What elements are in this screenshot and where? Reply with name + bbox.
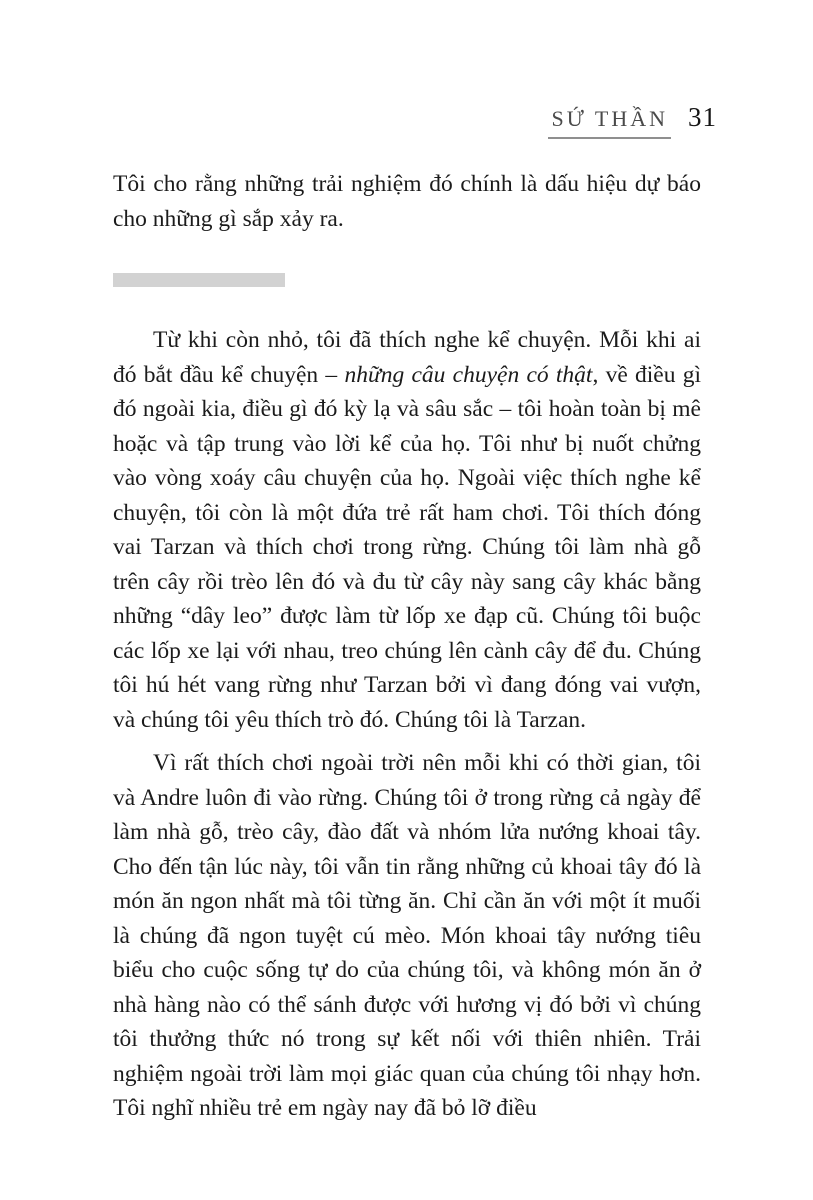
paragraph-continuation [113, 167, 701, 236]
page-content [113, 167, 701, 1126]
page-header [548, 102, 717, 139]
paragraph-storytelling-lead: Từ khi còn nhỏ, tôi đã thích nghe kể chuyện. Mỗi khi ai đó bắt đầu kể chuyện – [113, 327, 701, 388]
page-number: 31 [688, 102, 717, 132]
paragraph-storytelling-tail: , về điều gì đó ngoài kia, điều gì đó kỳ lạ và sâu sắc – tôi hoàn toàn bị mê hoặc và tập trung vào lời kể của họ. Tôi như bị nuốt chửng vào vòng xoáy câu chuyện của họ. Ngoài việc thích nghe kể chuyện, tôi còn là một đứa trẻ rất ham chơi. Tôi thích đóng vai Tarzan và thích chơi trong rừng. Chúng tôi làm nhà gỗ trên cây rồi trèo lên đó và đu từ cây này sang cây khác bằng những “dây leo” được làm từ lốp xe đạp cũ. Chúng tôi buộc các lốp xe lại với nhau, treo chúng lên cành cây để đu. Chúng tôi hú hét vang rừng như Tarzan bởi vì đang đóng vai vượn, và chúng tôi yêu thích trò đó. Chúng tôi là Tarzan. [113, 361, 702, 733]
paragraph-continuation-text: Tôi cho rằng những trải nghiệm đó chính là dấu hiệu dự báo cho những gì sắp xảy ra. [113, 171, 701, 232]
running-title: SỨ THẦN [548, 106, 671, 139]
paragraph-storytelling-italic-phrase: những câu chuyện có thật [344, 361, 593, 388]
section-divider-bar [113, 273, 285, 287]
paragraph-outdoors [113, 746, 701, 1126]
paragraph-storytelling [113, 323, 701, 737]
paragraph-outdoors-text: Vì rất thích chơi ngoài trời nên mỗi khi có thời gian, tôi và Andre luôn đi vào rừng. Chúng tôi ở trong rừng cả ngày để làm nhà gỗ, trèo cây, đào đất và nhóm lửa nướng khoai tây. Cho đến tận lúc này, tôi vẫn tin rằng những củ khoai tây đó là món ăn ngon nhất mà tôi từng ăn. Chỉ cần ăn với một ít muối là chúng đã ngon tuyệt cú mèo. Món khoai tây nướng tiêu biểu cho cuộc sống tự do của chúng tôi, và không món ăn ở nhà hàng nào có thể sánh được với hương vị đó bởi vì chúng tôi thưởng thức nó trong sự kết nối với thiên nhiên. Trải nghiệm ngoài trời làm mọi giác quan của chúng tôi nhạy hơn. Tôi nghĩ nhiều trẻ em ngày nay đã bỏ lỡ điều [113, 750, 701, 1121]
